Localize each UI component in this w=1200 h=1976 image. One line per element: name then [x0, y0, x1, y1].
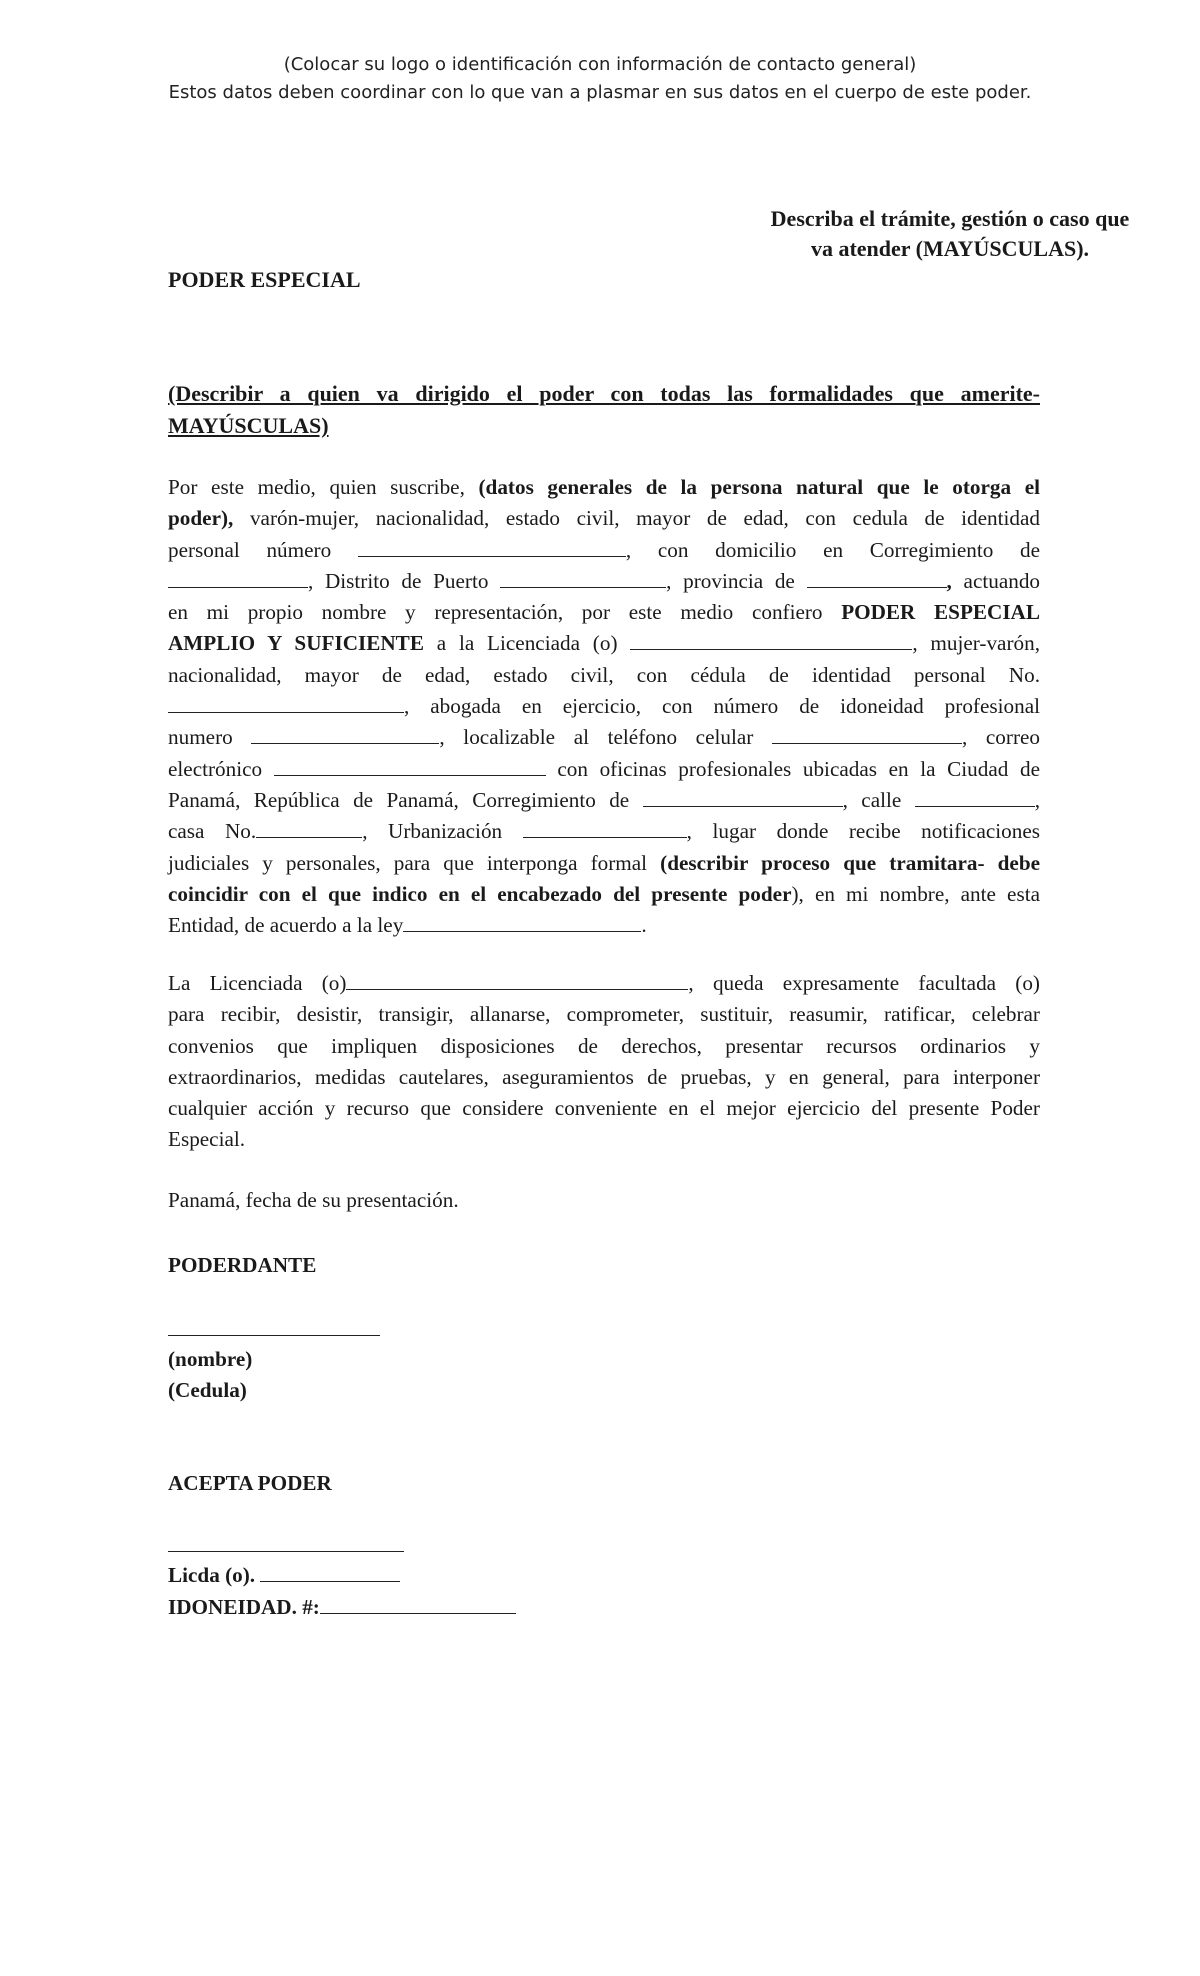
grantor-name: (nombre) — [168, 1347, 253, 1371]
text: , localizable al teléfono celular — [439, 725, 754, 750]
p1-line — [168, 566, 1040, 597]
p1-line — [168, 754, 1040, 785]
lawyer-prefix: Licda (o). — [168, 1563, 256, 1587]
text: a la Licenciada (o) — [423, 631, 618, 656]
license-prefix: IDONEIDAD. #: — [168, 1595, 320, 1619]
addressee-block — [168, 378, 1040, 442]
signature-blank — [168, 1531, 404, 1552]
text: , abogada en ejercicio, con número de idoneidad profesional — [404, 694, 1040, 719]
text: , Urbanización — [362, 819, 503, 844]
license-line — [168, 1592, 516, 1623]
blank-district — [500, 567, 666, 588]
blank-law — [403, 911, 641, 932]
p2-line: para recibir, desistir, transigir, allanarse, comprometer, sustituir, reasumir, ratificar, celebrar — [168, 1002, 1040, 1027]
matter-description — [750, 204, 1150, 264]
text: personal número — [168, 537, 332, 562]
text: ), en mi nombre, ante esta — [791, 881, 1040, 906]
p2-line: cualquier acción y recurso que considere conveniente en el mejor ejercicio del presente Poder — [168, 1096, 1040, 1121]
text: con oficinas profesionales ubicadas en la Ciudad de — [545, 756, 1040, 781]
grantor-signature-line — [168, 1314, 380, 1345]
powers-paragraph — [168, 968, 1040, 1156]
text: , correo — [961, 725, 1041, 750]
text-bold: PODER ESPECIAL — [841, 600, 1040, 625]
blank-email — [274, 755, 546, 776]
text-bold: (datos generales de la persona natural que le otorga el — [478, 475, 1040, 499]
text: judiciales y personales, para que interponga formal — [168, 850, 661, 875]
p2-line: extraordinarios, medidas cautelares, aseguramientos de pruebas, y en general, para interponer — [168, 1064, 1040, 1089]
text: nacionalidad, mayor de edad, estado civil, con cédula de identidad personal No. — [168, 662, 1040, 687]
acceptor-label: ACEPTA PODER — [168, 1471, 332, 1495]
date-line: Panamá, fecha de su presentación. — [168, 1188, 459, 1212]
blank-house-number — [256, 817, 362, 838]
acceptor-signature-line — [168, 1530, 404, 1561]
grantor-label: PODERDANTE — [168, 1253, 317, 1277]
p2-line: Especial. — [168, 1127, 246, 1152]
text-bold: coincidir con el que indico en el encabezado del presente poder — [168, 881, 792, 906]
grant-paragraph — [168, 472, 1040, 941]
p1-line — [168, 848, 1040, 879]
text-bold: AMPLIO Y SUFICIENTE — [168, 631, 424, 656]
grantor-id: (Cedula) — [168, 1378, 247, 1402]
text: casa No. — [168, 819, 257, 844]
text: , provincia de — [666, 568, 795, 593]
signature-blank — [168, 1315, 380, 1336]
text: , Distrito de Puerto — [308, 568, 489, 593]
text: . — [641, 913, 647, 938]
text-bold: poder), — [168, 506, 234, 531]
lawyer-line — [168, 1560, 400, 1591]
p1-line — [168, 628, 1040, 659]
text: numero — [168, 725, 233, 750]
document-title: PODER ESPECIAL — [168, 267, 361, 292]
blank-lawyer-sign-name — [260, 1561, 400, 1582]
p2-line: convenios que impliquen disposiciones de derechos, presentar recursos ordinarios y — [168, 1033, 1040, 1058]
p1-line — [168, 816, 1040, 847]
p1-line — [168, 503, 1040, 534]
addressee-line-2: MAYÚSCULAS) — [168, 413, 329, 438]
text: , mujer-varón, — [912, 631, 1041, 656]
blank-lawyer-id — [168, 692, 404, 713]
blank-urbanization — [523, 817, 687, 838]
header-line-1: (Colocar su logo o identificación con información de contacto general) — [283, 54, 917, 75]
text-bold: , — [946, 568, 952, 593]
p1-line — [168, 691, 1040, 722]
text: Panamá, República de Panamá, Corregimiento de — [168, 787, 630, 812]
blank-corregimiento — [168, 567, 308, 588]
p1-line — [168, 535, 1040, 566]
text: varón-mujer, nacionalidad, estado civil, mayor de edad, con cedula de identidad — [233, 506, 1040, 531]
text: actuando — [951, 568, 1041, 593]
matter-line-2: va atender (MAYÚSCULAS). — [810, 236, 1090, 261]
p1-line — [168, 472, 1040, 503]
text: , lugar donde recibe notificaciones — [686, 819, 1040, 844]
blank-street — [915, 786, 1035, 807]
p1-line — [168, 910, 1040, 941]
blank-license — [320, 1593, 516, 1614]
blank-province — [807, 567, 947, 588]
text: La Licenciada (o) — [168, 971, 347, 995]
text: , — [1034, 787, 1040, 812]
p1-line — [168, 660, 1040, 691]
p1-line — [168, 785, 1040, 816]
p1-line — [168, 879, 1040, 910]
p1-line — [168, 597, 1040, 628]
blank-license-number — [251, 723, 439, 744]
text: Por este medio, quien suscribe, — [168, 475, 479, 499]
blank-lawyer-name-2 — [346, 969, 688, 990]
blank-lawyer-name — [630, 629, 912, 650]
text: , con domicilio en Corregimiento de — [625, 537, 1041, 562]
matter-line-1: Describa el trámite, gestión o caso que — [770, 206, 1130, 231]
text: , calle — [842, 787, 902, 812]
blank-phone — [772, 723, 962, 744]
p1-line — [168, 722, 1040, 753]
addressee-line-1: (Describir a quien va dirigido el poder con todas las formalidades que amerite- — [168, 381, 1040, 406]
text: Entidad, de acuerdo a la ley — [168, 913, 404, 938]
text: , queda expresamente facultada (o) — [688, 971, 1040, 995]
text: en mi propio nombre y representación, por este medio confiero — [168, 600, 842, 625]
blank-office-corregimiento — [643, 786, 843, 807]
blank-id-number — [358, 536, 626, 557]
text: electrónico — [168, 756, 263, 781]
p2-line — [168, 968, 1040, 999]
header-line-2: Estos datos deben coordinar con lo que van a plasmar en sus datos en el cuerpo de este poder. — [168, 82, 1032, 103]
text-bold: (describir proceso que tramitara- debe — [660, 850, 1041, 875]
